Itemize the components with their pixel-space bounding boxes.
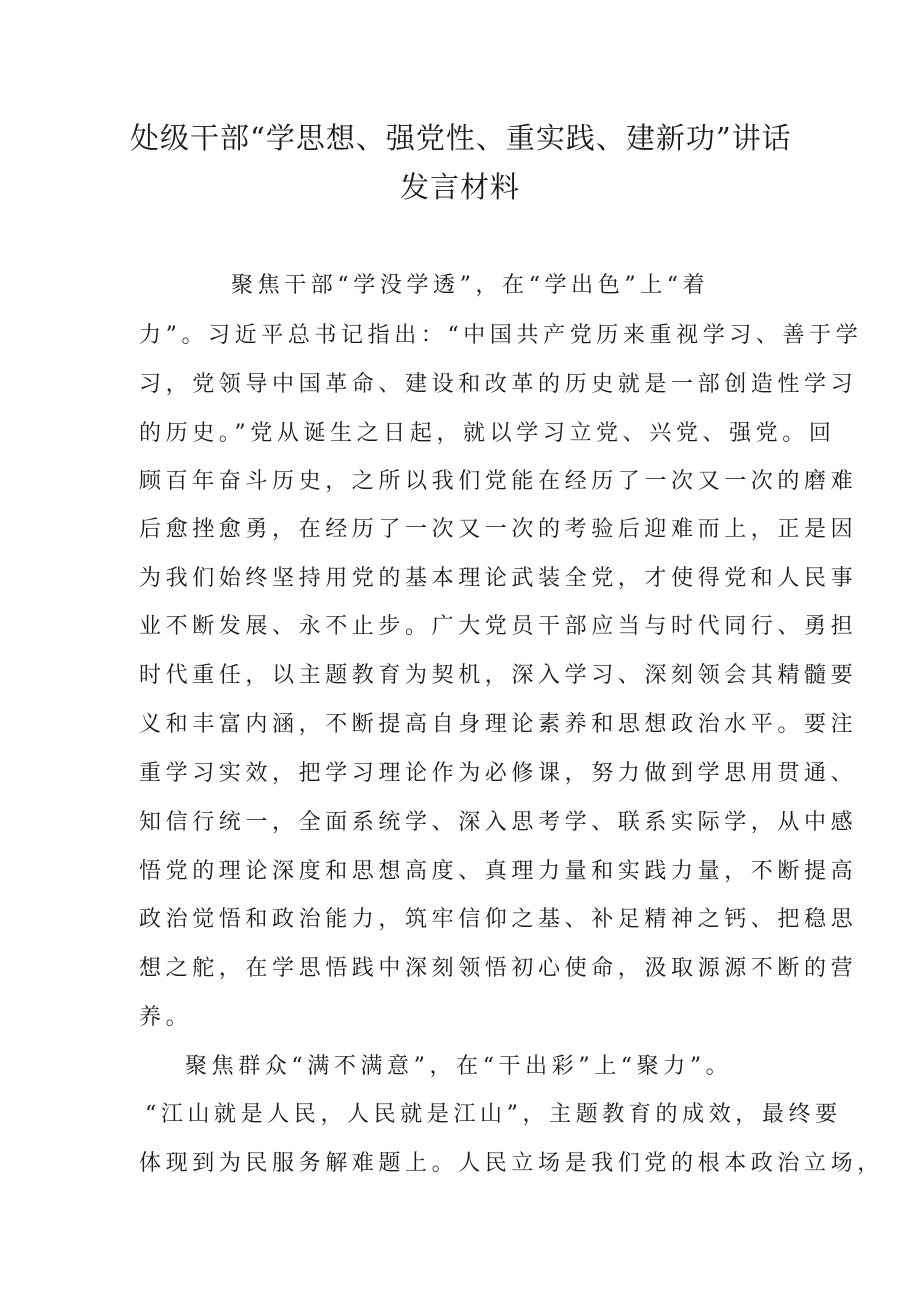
body-line: 习，党领导中国革命、建设和改革的历史就是一部创造性学习 bbox=[139, 372, 858, 397]
body-line: 义和丰富内涵，不断提高自身理论素养和思想政治水平。要注 bbox=[139, 712, 858, 737]
body-line: 后愈挫愈勇，在经历了一次又一次的考验后迎难而上，正是因 bbox=[139, 517, 858, 542]
body-line: 为我们始终坚持用党的基本理论武装全党，才使得党和人民事 bbox=[139, 566, 858, 591]
document-title-line-2: 发言材料 bbox=[399, 170, 520, 204]
body-line: 业不断发展、永不止步。广大党员干部应当与时代同行、勇担 bbox=[139, 614, 858, 639]
body-line: 聚焦群众“满不满意”，在“干出彩”上“聚力”。 bbox=[185, 1054, 733, 1079]
body-line: 知信行统一，全面系统学、深入思考学、联系实际学，从中感 bbox=[139, 810, 858, 835]
body-line: 政治觉悟和政治能力，筑牢信仰之基、补足精神之钙、把稳思 bbox=[139, 907, 858, 932]
body-line: 体现到为民服务解难题上。人民立场是我们党的根本政治立场， bbox=[139, 1151, 884, 1176]
body-line: 聚焦干部“学没学透”，在“学出色”上“着 bbox=[231, 273, 710, 298]
body-line: 的历史。”党从诞生之日起，就以学习立党、兴党、强党。回 bbox=[139, 421, 836, 446]
body-line: 时代重任，以主题教育为契机，深入学习、深刻领会其精髓要 bbox=[139, 663, 858, 688]
body-line: 养。 bbox=[139, 1005, 193, 1030]
body-line: 想之舵，在学思悟践中深刻领悟初心使命，汲取源源不断的营 bbox=[139, 956, 858, 981]
body-line: 力”。习近平总书记指出：“中国共产党历来重视学习、善于学 bbox=[139, 323, 863, 348]
document-title-line-1: 处级干部“学思想、强党性、重实践、建新功”讲话 bbox=[130, 121, 792, 155]
body-line: “江山就是人民，人民就是江山”，主题教育的成效，最终要 bbox=[145, 1102, 842, 1127]
body-line: 悟党的理论深度和思想高度、真理力量和实践力量，不断提高 bbox=[139, 859, 858, 884]
body-line: 重学习实效，把学习理论作为必修课，努力做到学思用贯通、 bbox=[139, 761, 858, 786]
body-line: 顾百年奋斗历史，之所以我们党能在经历了一次又一次的磨难 bbox=[139, 469, 858, 494]
